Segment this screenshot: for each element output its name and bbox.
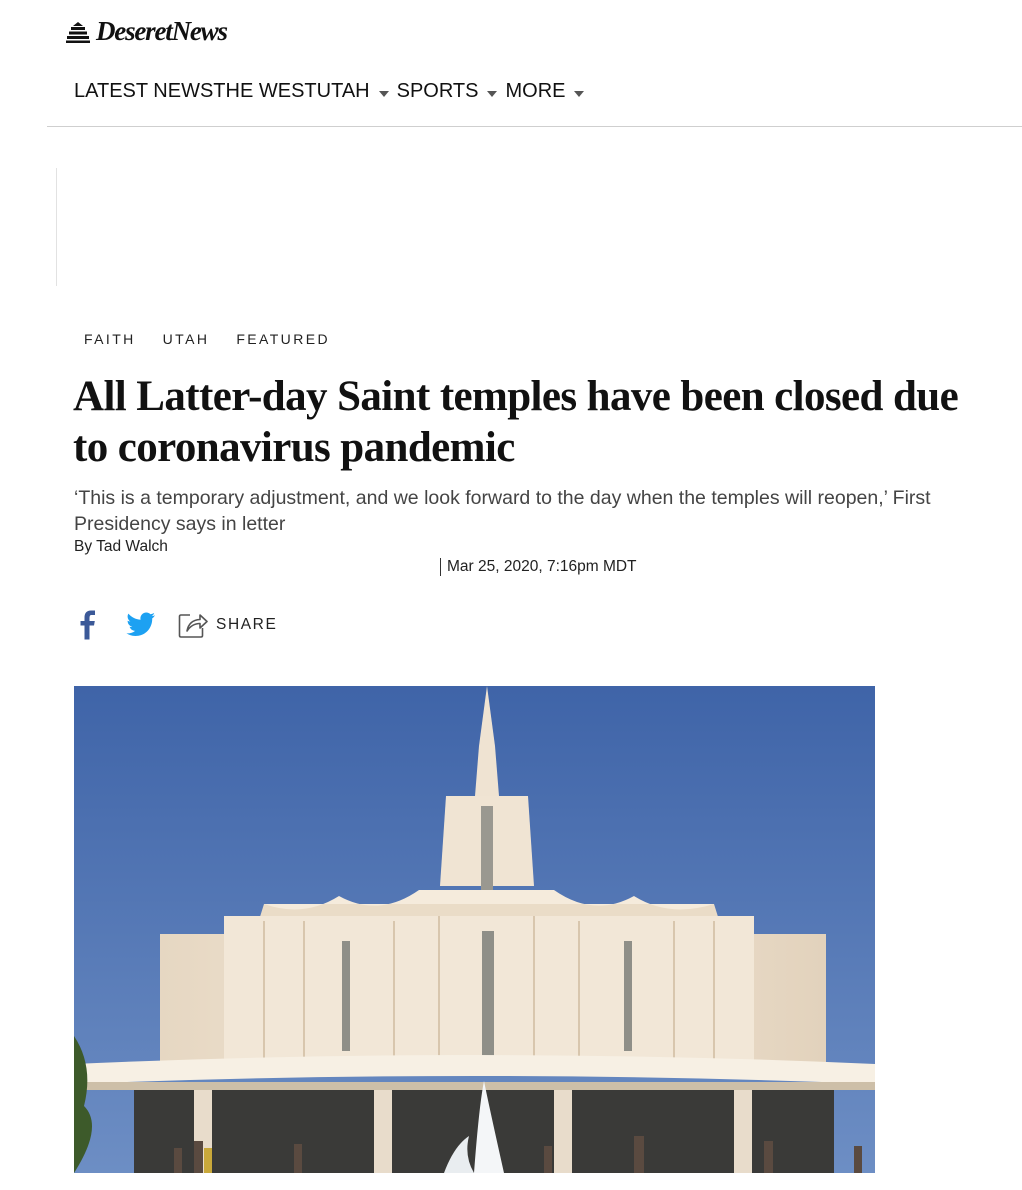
publish-date: Mar 25, 2020, 7:16pm MDT xyxy=(447,558,637,575)
nav-item-label: SPORTS xyxy=(396,80,479,102)
tag-utah[interactable]: UTAH xyxy=(162,331,210,347)
nav-item-label: MORE xyxy=(505,80,566,102)
nav-item-label: THE WEST xyxy=(213,80,317,102)
hero-image xyxy=(74,686,875,1173)
share-bar xyxy=(78,610,277,640)
site-logo[interactable] xyxy=(66,16,227,47)
twitter-icon[interactable] xyxy=(126,612,156,638)
nav-item-the-west[interactable] xyxy=(213,80,316,103)
main-nav xyxy=(74,80,592,103)
share-icon xyxy=(178,611,208,639)
tag-featured[interactable]: FEATURED xyxy=(236,331,330,347)
chevron-down-icon xyxy=(487,91,497,97)
temple-photo xyxy=(74,686,875,1173)
byline-prefix: By xyxy=(74,538,97,555)
nav-item-more[interactable] xyxy=(505,80,592,103)
author-link[interactable]: Tad Walch xyxy=(96,538,168,555)
article-headline: All Latter-day Saint temples have been closed due to coronavirus pandemic xyxy=(73,373,959,471)
article-byline xyxy=(74,538,168,556)
beehive-icon xyxy=(66,21,90,43)
ad-placeholder xyxy=(56,168,57,286)
date-separator xyxy=(440,558,441,576)
article-tags xyxy=(84,331,330,347)
nav-item-sports[interactable] xyxy=(397,80,506,103)
share-label: SHARE xyxy=(216,616,278,633)
nav-item-utah[interactable] xyxy=(317,80,397,103)
chevron-down-icon xyxy=(574,91,584,97)
facebook-icon[interactable] xyxy=(78,610,98,640)
site-logo-text: DeseretNews xyxy=(96,16,227,46)
nav-item-label: UTAH xyxy=(316,80,370,102)
tag-faith[interactable]: FAITH xyxy=(84,331,136,347)
chevron-down-icon xyxy=(379,91,389,97)
article-date xyxy=(440,558,637,576)
nav-item-label: LATEST NEWS xyxy=(74,80,214,102)
nav-divider xyxy=(47,126,1022,127)
article-subhead: ‘This is a temporary adjustment, and we look forward to the day when the temples will reopen,’ First Presidency says in letter xyxy=(74,487,931,535)
nav-item-latest-news[interactable] xyxy=(74,80,213,103)
share-button[interactable] xyxy=(178,611,277,639)
